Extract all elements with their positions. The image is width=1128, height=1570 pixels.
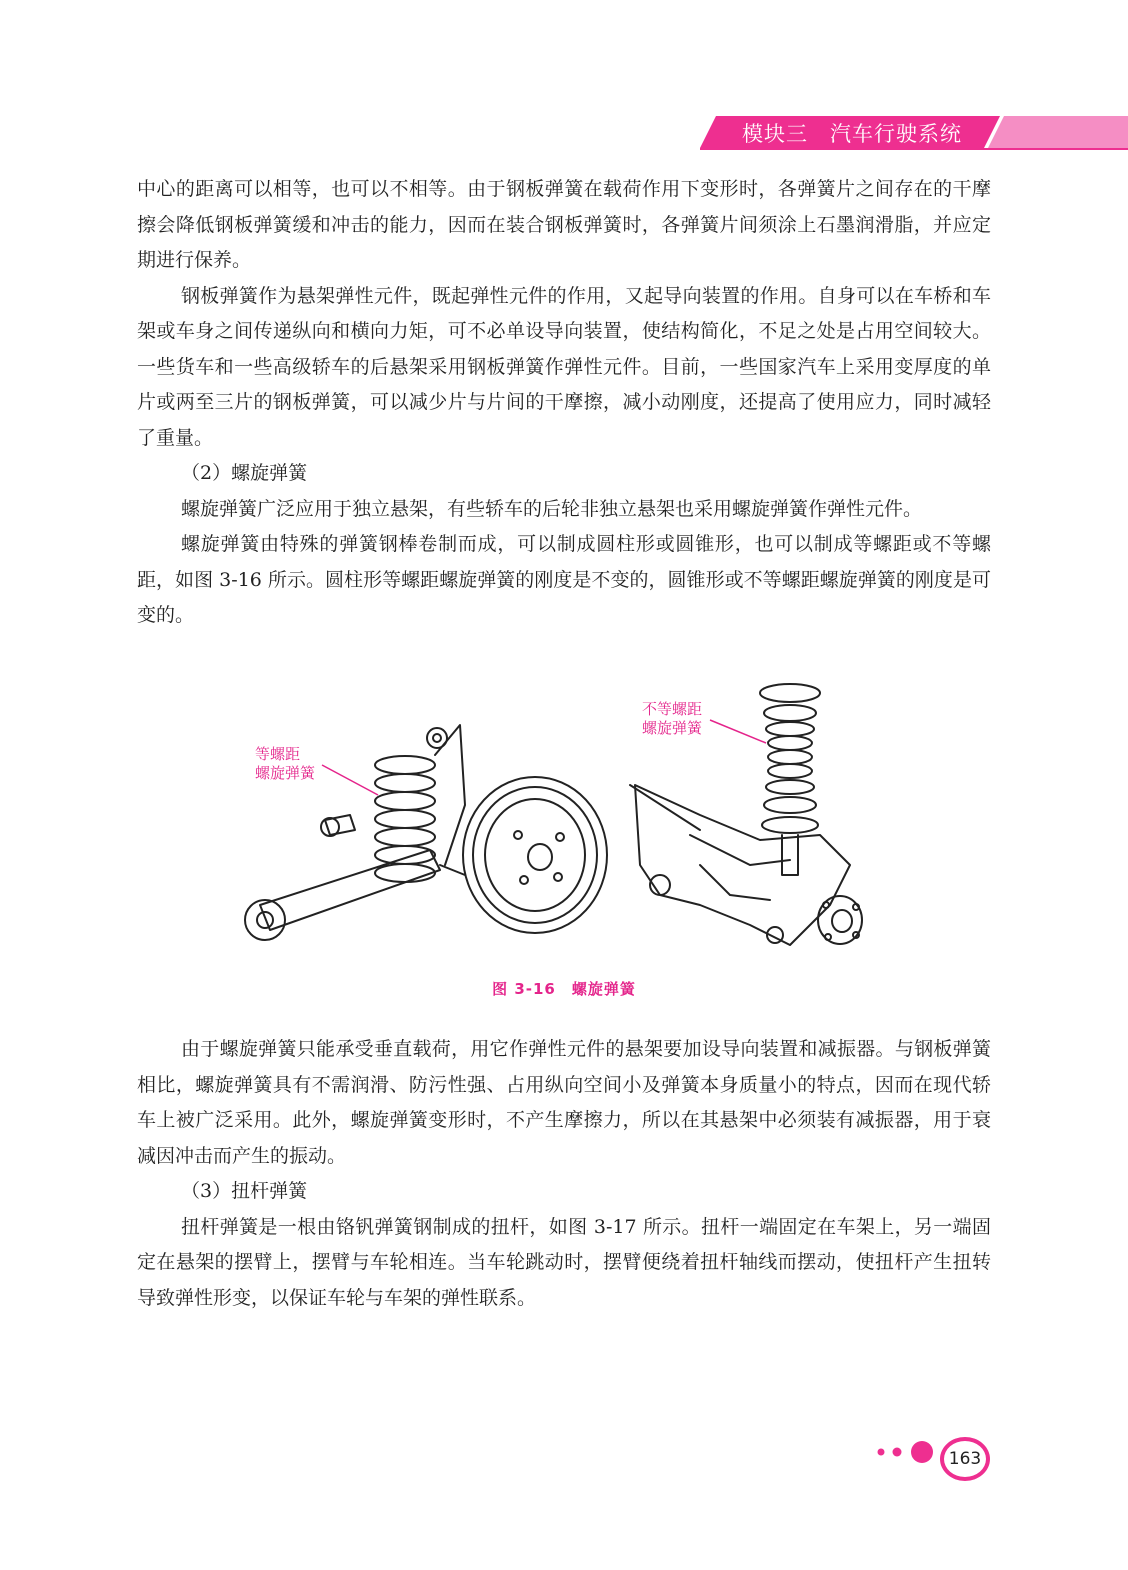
coil-spring-illustration (230, 665, 890, 985)
figure-coil-springs (230, 665, 890, 985)
module-header-title (742, 118, 962, 148)
page-number: 163 (940, 1437, 990, 1481)
lower-control-arm (260, 850, 440, 930)
leader-line-right (710, 720, 766, 743)
leader-line-left (322, 765, 378, 795)
paragraph-2: 钢板弹簧作为悬架弹性元件，既起弹性元件的作用，又起导向装置的作用。自身可以在车桥和车架或车身之间传递纵向和横向力矩，可不必单设导向装置，使结构简化，不足之处是占用空间较大。一些货车和一些高级轿车的后悬架采用钢板弹簧作弹性元件。目前，一些国家汽车上采用变厚度的单片或两至三片的钢板弹簧，可以减少片与片间的干摩擦，减小动刚度，还提高了使用应力，同时减轻了重量。 (137, 284, 991, 449)
brake-drum (463, 777, 607, 933)
variable-pitch-coil (760, 684, 820, 833)
paragraph-3: 螺旋弹簧广泛应用于独立悬架，有些轿车的后轮非独立悬架也采用螺旋弹簧作弹性元件。 (181, 497, 923, 520)
subheading-coil-spring: （2）螺旋弹簧 (181, 462, 308, 484)
figure-caption: 图 3-16 螺旋弹簧 (492, 980, 636, 998)
subheading-torsion-bar: （3）扭杆弹簧 (181, 1180, 308, 1202)
module-label: 模块三 (742, 122, 808, 146)
label-constant-pitch-line1: 等螺距 (255, 745, 301, 763)
label-constant-pitch (255, 745, 315, 783)
body-text-upper (137, 172, 991, 634)
constant-pitch-coil (375, 756, 435, 882)
paragraph-1: 中心的距离可以相等，也可以不相等。由于钢板弹簧在载荷作用下变形时，各弹簧片之间存在的干摩擦会降低钢板弹簧缓和冲击的能力，因而在装合钢板弹簧时，各弹簧片间须涂上石墨润滑脂，并应定期进行保养。 (137, 178, 991, 271)
module-title: 汽车行驶系统 (830, 122, 962, 146)
label-variable-pitch-line2: 螺旋弹簧 (642, 719, 703, 737)
module-header-underline (700, 148, 1128, 150)
paragraph-4: 螺旋弹簧由特殊的弹簧钢棒卷制而成，可以制成圆柱形或圆锥形，也可以制成等螺距或不等螺距，如图 3-16 所示。圆柱形等螺距螺旋弹簧的刚度是不变的，圆锥形或不等螺距螺旋弹簧的刚度是可变的。 (137, 533, 991, 626)
module-header-tail (988, 116, 1128, 148)
label-constant-pitch-line2: 螺旋弹簧 (255, 764, 316, 782)
paragraph-5: 由于螺旋弹簧只能承受垂直载荷，用它作弹性元件的悬架要加设导向装置和减振器。与钢板弹簧相比，螺旋弹簧具有不需润滑、防污性强、占用纵向空间小及弹簧本身质量小的特点，因而在现代轿车上被广泛采用。此外，螺旋弹簧变形时，不产生摩擦力，所以在其悬架中必须装有减振器，用于衰减因冲击而产生的振动。 (137, 1038, 991, 1167)
shock-absorber (782, 835, 798, 875)
label-variable-pitch-line1: 不等螺距 (642, 700, 703, 718)
strut-tower (435, 725, 465, 865)
body-text-lower (137, 1032, 991, 1316)
label-variable-pitch (642, 700, 702, 738)
paragraph-6: 扭杆弹簧是一根由铬钒弹簧钢制成的扭杆，如图 3-17 所示。扭杆一端固定在车架上，另一端固定在悬架的摆臂上，摆臂与车轮相连。当车轮跳动时，摆臂便绕着扭杆轴线而摆动，使扭杆产生扭转导致弹性形变，以保证车轮与车架的弹性联系。 (137, 1215, 991, 1309)
wheel-hub (818, 896, 862, 944)
